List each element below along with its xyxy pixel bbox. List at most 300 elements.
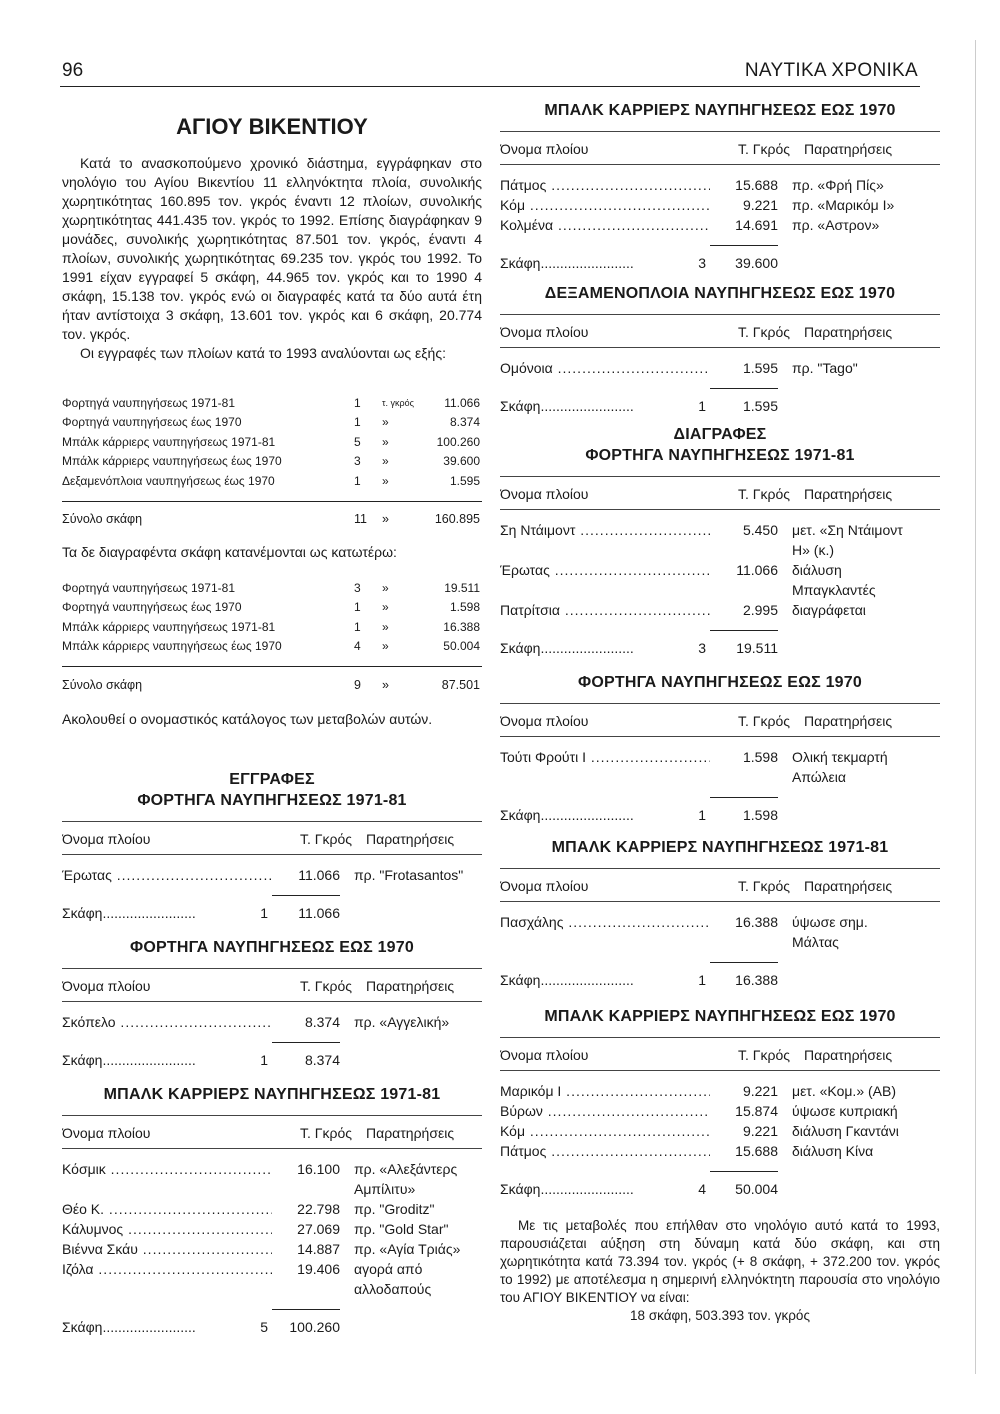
running-header: ΝΑΥΤΙΚΑ ΧΡΟΝΙΚΑ xyxy=(744,60,918,81)
empty-cell xyxy=(500,541,710,559)
summary-desc: Μπάλκ κάρριερς ναυπηγήσεως 1971-81 xyxy=(62,434,276,449)
remarks: αγορά από xyxy=(354,1260,423,1277)
remarks-continued: αλλοδαπούς xyxy=(354,1280,432,1297)
remarks: πρ. «Αλεξάντερς xyxy=(354,1160,458,1177)
summary-unit: » xyxy=(382,619,389,634)
section-title: ΜΠΑΛΚ ΚΑΡΡΙΕΡΣ ΝΑΥΠΗΓΗΣΕΩΣ 1971-81 xyxy=(551,839,889,856)
remarks: πρ. «Αγγελική» xyxy=(354,1013,450,1030)
summary-value: 16.388 xyxy=(443,619,480,634)
gross-tonnage: 16.100 xyxy=(297,1160,340,1177)
summary-count: 4 xyxy=(354,639,361,654)
summary-desc: Φορτηγά ναυπηγήσεως 1971-81 xyxy=(62,395,235,410)
summary-row xyxy=(62,598,482,618)
column-name-header: Όνομα πλοίου xyxy=(62,1124,151,1141)
total-label-cell xyxy=(500,971,710,989)
summary-count: 1 xyxy=(354,395,361,410)
empty-cell xyxy=(500,768,710,786)
ship-name-cell xyxy=(62,866,272,884)
remarks: ύψωσε σημ. xyxy=(792,914,868,930)
column-gross-header: Τ. Γκρός xyxy=(299,977,352,994)
remarks: Ολική τεκμαρτή xyxy=(792,749,888,765)
total-dots: ........................ xyxy=(540,255,634,271)
summary-row xyxy=(62,471,482,491)
summary-total-label: Σύνολο σκάφη xyxy=(62,677,143,692)
total-rule xyxy=(710,797,778,798)
total-gross: 39.600 xyxy=(735,255,778,271)
column-remarks-header: Παρατηρήσεις xyxy=(804,141,893,157)
total-row xyxy=(500,638,940,658)
total-count: 5 xyxy=(260,1318,268,1335)
deletions-intro: Τα δε διαγραφέντα σκάφη κατανέμονται ως κατωτέρω: xyxy=(62,544,397,560)
conclusion-total: 18 σκάφη, 503.393 τον. γκρός xyxy=(630,1308,810,1323)
follow-text: Ακολουθεί ο ονομαστικός κατάλογος των μεταβολών αυτών. xyxy=(62,710,433,727)
gross-tonnage: 9.221 xyxy=(742,197,778,213)
total-row xyxy=(62,1050,482,1070)
remarks: πρ. "Gold Star" xyxy=(354,1220,449,1237)
column-remarks-header: Παρατηρήσεις xyxy=(804,713,893,729)
remarks: πρ. «Αστρον» xyxy=(792,217,880,233)
header-rule xyxy=(60,86,920,87)
section-title: ΦΟΡΤΗΓΑ ΝΑΥΠΗΓΗΣΕΩΣ 1971-81 xyxy=(585,447,855,464)
total-count: 1 xyxy=(260,904,268,921)
page-number: 96 xyxy=(62,60,84,81)
summary-count: 1 xyxy=(354,600,361,615)
column-gross-header: Τ. Γκρός xyxy=(737,713,790,729)
total-row-wrap xyxy=(500,797,940,825)
total-label: Σκάφη xyxy=(500,807,541,823)
total-gross: 16.388 xyxy=(735,972,778,988)
gross-tonnage: 11.066 xyxy=(298,866,340,883)
section-title: ΦΟΡΤΗΓΑ ΝΑΥΠΗΓΗΣΕΩΣ ΕΩΣ 1970 xyxy=(578,674,862,691)
ship-name-cell xyxy=(500,748,710,766)
ship-name: Κολμένα ..... xyxy=(500,217,710,233)
total-count: 1 xyxy=(698,807,706,823)
total-count: 1 xyxy=(260,1051,268,1068)
total-label: Σκάφη xyxy=(500,972,541,988)
table-header xyxy=(62,1115,482,1149)
ship-name: Ιζόλα ..... xyxy=(62,1261,272,1277)
total-rule xyxy=(272,895,340,896)
table-header xyxy=(62,968,482,1002)
intro-paragraph: Κατά το ανασκοπούμενο χρονικό διάστημα, εγγράφηκαν στο νηολόγιο του Αγίου Βικεντίου 11 ελληνόκτητα πλοία, συνολικής χωρητικότητας 160.895 τον. γκρός έναντι 12 πλοίων, συνολικής χωρητικότητας 441.435 τον. γκρός το 1992. Επίσης διαγράφηκαν 9 μονάδες, συνολικής χωρητικότητας 87.501 τον. γκρός, έναντι 4 πλοίων, συνολικής χωρητικότητας 69.235 τον. γκρός του 1992. Το 1991 είχαν εγγραφεί 5 σκάφη, 44.965 τον. γκρός και το 1990 4 σκάφη, 15.138 τον. γκρός ενώ οι διαγραφές κατά τα δύο αυτά έτη ήταν αντίστοιχα 3 σκάφη, 13.601 τον. γκρός και 6 σκάφη, 20.774 τον. γκρός. xyxy=(62,155,482,342)
summary-value: 39.600 xyxy=(443,454,480,469)
column-remarks-header: Παρατηρήσεις xyxy=(804,878,893,894)
total-rule xyxy=(710,630,778,631)
table-body xyxy=(500,737,940,787)
ship-name-cell xyxy=(500,1142,710,1160)
total-row-wrap xyxy=(500,388,940,416)
ship-name-cell xyxy=(62,1240,272,1258)
gross-tonnage: 1.598 xyxy=(742,749,778,765)
summary-total-row xyxy=(62,675,482,695)
total-label: Σκάφη xyxy=(62,1051,103,1068)
table-body xyxy=(62,1149,482,1299)
summary-total-unit: » xyxy=(382,677,389,692)
ship-name: Ομόνοια ..... xyxy=(500,360,710,376)
remarks: πρ. "Tago" xyxy=(792,360,858,376)
remarks: διαγράφεται xyxy=(792,602,866,618)
summary-count: 1 xyxy=(354,473,361,488)
summary-count: 3 xyxy=(354,454,361,469)
table-row xyxy=(62,1199,482,1219)
summary-rule xyxy=(62,501,482,502)
remarks: πρ. «Φρή Πίς» xyxy=(792,177,884,193)
summary-value: 1.598 xyxy=(449,600,480,615)
ship-name: Μαρικόμ Ι ..... xyxy=(500,1083,710,1099)
gross-tonnage: 5.450 xyxy=(742,522,778,538)
total-gross: 1.595 xyxy=(742,398,778,414)
total-label-cell xyxy=(62,1051,272,1069)
gross-tonnage: 14.887 xyxy=(297,1240,340,1257)
total-gross: 8.374 xyxy=(304,1051,340,1068)
ship-section xyxy=(500,100,940,273)
summary-unit: » xyxy=(382,639,389,654)
total-dots: ........................ xyxy=(540,807,634,823)
table-header xyxy=(500,1037,940,1071)
total-gross: 100.260 xyxy=(289,1318,340,1335)
column-remarks-header: Παρατηρήσεις xyxy=(366,977,455,994)
summary-desc: Μπάλκ κάρριερς ναυπηγήσεως 1971-81 xyxy=(62,619,276,634)
section-title: ΜΠΑΛΚ ΚΑΡΡΙΕΡΣ ΝΑΥΠΗΓΗΣΕΩΣ ΕΩΣ 1970 xyxy=(544,1008,896,1025)
table-row xyxy=(500,747,940,767)
ship-name-cell xyxy=(500,601,710,619)
ship-name: Σκόπελο ..... xyxy=(62,1014,272,1030)
summary-value: 11.066 xyxy=(444,395,480,410)
summary-unit: » xyxy=(382,473,389,488)
total-row xyxy=(500,805,940,825)
total-dots: ........................ xyxy=(102,1051,196,1068)
ship-name: Έρωτας ..... xyxy=(500,562,710,578)
deletions-summary xyxy=(62,578,482,656)
total-label-cell xyxy=(500,806,710,824)
empty-cell xyxy=(710,541,778,559)
column-remarks-header: Παρατηρήσεις xyxy=(366,830,455,847)
column-name-header: Όνομα πλοίου xyxy=(500,141,589,157)
total-row-wrap xyxy=(500,962,940,990)
column-name-header: Όνομα πλοίου xyxy=(500,713,589,729)
summary-unit: » xyxy=(382,580,389,595)
ship-name: Κάλυμνος ..... xyxy=(62,1221,272,1237)
summary-row xyxy=(62,617,482,637)
ship-name: Πατρίτσια ..... xyxy=(500,602,710,618)
ship-name-cell xyxy=(500,216,710,234)
deletions-total xyxy=(62,675,482,695)
ship-name-cell xyxy=(500,1122,710,1140)
table-row-continuation xyxy=(500,932,940,952)
gross-tonnage: 9.221 xyxy=(742,1123,778,1139)
column-remarks-header: Παρατηρήσεις xyxy=(804,324,893,340)
column-gross-header: Τ. Γκρός xyxy=(299,830,352,847)
ship-name-cell xyxy=(62,1013,272,1031)
summary-row xyxy=(62,413,482,433)
gross-tonnage: 16.388 xyxy=(735,914,778,930)
table-body xyxy=(500,165,940,235)
total-rule xyxy=(710,962,778,963)
ship-section xyxy=(62,1084,482,1337)
summary-desc: Μπάλκ κάρριερς ναυπηγήσεως έως 1970 xyxy=(62,639,282,654)
ship-name: Έρωτας ..... xyxy=(62,867,272,883)
ship-name-cell xyxy=(62,1220,272,1238)
table-row xyxy=(500,1121,940,1141)
remarks-continued: Απώλεια xyxy=(792,769,846,785)
summary-value: 1.595 xyxy=(449,473,480,488)
summary-count: 1 xyxy=(354,415,361,430)
column-remarks-header: Παρατηρήσεις xyxy=(804,486,893,502)
total-label-cell xyxy=(500,397,710,415)
table-row xyxy=(500,1141,940,1161)
total-row xyxy=(62,1317,482,1337)
ship-name-cell xyxy=(500,913,710,931)
table-body xyxy=(62,855,482,885)
table-header xyxy=(500,868,940,902)
ship-name-cell xyxy=(62,1200,272,1218)
section-title: ΦΟΡΤΗΓΑ ΝΑΥΠΗΓΗΣΕΩΣ 1971-81 xyxy=(137,791,407,809)
column-remarks-header: Παρατηρήσεις xyxy=(804,1047,893,1063)
summary-total-value: 87.501 xyxy=(441,677,480,692)
remarks-continued: Μάλτας xyxy=(792,934,839,950)
gross-tonnage: 15.688 xyxy=(735,1143,778,1159)
gross-tonnage: 19.406 xyxy=(297,1260,340,1277)
ship-name: Θέο Κ. ..... xyxy=(62,1201,272,1217)
empty-cell xyxy=(62,1280,272,1298)
table-row xyxy=(500,1101,940,1121)
ship-name: Πάτμος ..... xyxy=(500,1143,710,1159)
empty-cell xyxy=(272,1180,340,1198)
total-rule xyxy=(272,1309,340,1310)
ship-section xyxy=(500,837,940,990)
table-row xyxy=(500,175,940,195)
summary-unit: » xyxy=(382,600,389,615)
total-gross: 50.004 xyxy=(735,1181,778,1197)
summary-row xyxy=(62,452,482,472)
total-count: 1 xyxy=(698,972,706,988)
ship-name: Πασχάλης ..... xyxy=(500,914,710,930)
table-row xyxy=(62,1259,482,1279)
left-column xyxy=(62,96,482,1337)
total-count: 3 xyxy=(698,255,706,271)
total-dots: ........................ xyxy=(540,640,634,656)
total-row-wrap xyxy=(500,245,940,273)
ship-section xyxy=(500,1006,940,1199)
summary-total-unit: » xyxy=(382,512,389,527)
left-ship-tables xyxy=(62,769,482,1337)
table-row-continuation xyxy=(500,580,940,600)
summary-desc: Φορτηγά ναυπηγήσεως 1971-81 xyxy=(62,580,235,595)
ship-name-cell xyxy=(500,521,710,539)
summary-row xyxy=(62,578,482,598)
remarks-continued: Η» (κ.) xyxy=(792,542,834,558)
total-label-cell xyxy=(500,1180,710,1198)
empty-cell xyxy=(500,933,710,951)
summary-unit: » xyxy=(382,454,389,469)
table-body xyxy=(500,348,940,378)
total-count: 3 xyxy=(698,640,706,656)
gross-tonnage: 15.688 xyxy=(735,177,778,193)
column-remarks-header: Παρατηρήσεις xyxy=(366,1124,455,1141)
table-row xyxy=(500,560,940,580)
table-row-continuation xyxy=(500,540,940,560)
table-row-continuation xyxy=(62,1179,482,1199)
total-row xyxy=(500,970,940,990)
summary-desc: Μπάλκ κάρριερς ναυπηγήσεως έως 1970 xyxy=(62,454,282,469)
summary-count: 5 xyxy=(354,434,361,449)
total-row xyxy=(500,253,940,273)
gross-tonnage: 14.691 xyxy=(735,217,778,233)
total-dots: ........................ xyxy=(102,1318,196,1335)
column-gross-header: Τ. Γκρός xyxy=(737,1047,790,1063)
column-gross-header: Τ. Γκρός xyxy=(737,486,790,502)
gross-tonnage: 2.995 xyxy=(742,602,778,618)
remarks-continued: Αμπίλιτυ» xyxy=(354,1180,416,1197)
column-name-header: Όνομα πλοίου xyxy=(500,486,589,502)
ship-name-cell xyxy=(62,1160,272,1178)
total-label: Σκάφη xyxy=(500,255,541,271)
empty-cell xyxy=(710,768,778,786)
gross-tonnage: 22.798 xyxy=(297,1200,340,1217)
summary-desc: Δεξαμενόπλοια ναυπηγήσεως έως 1970 xyxy=(62,473,275,488)
gross-tonnage: 9.221 xyxy=(742,1083,778,1099)
column-name-header: Όνομα πλοίου xyxy=(62,977,151,994)
intro-paragraph-2: Οι εγγραφές των πλοίων κατά το 1993 αναλύονται ως εξής: xyxy=(80,345,446,361)
table-row xyxy=(500,1081,940,1101)
section-title: ΦΟΡΤΗΓΑ ΝΑΥΠΗΓΗΣΕΩΣ ΕΩΣ 1970 xyxy=(130,938,414,956)
total-row xyxy=(500,1179,940,1199)
ship-name: Βύρων ..... xyxy=(500,1103,710,1119)
column-gross-header: Τ. Γκρός xyxy=(737,141,790,157)
empty-cell xyxy=(62,1180,272,1198)
table-row xyxy=(62,1239,482,1259)
total-label-cell xyxy=(62,1318,272,1336)
total-label: Σκάφη xyxy=(500,398,541,414)
ship-name: Ση Ντάιμοντ ..... xyxy=(500,522,710,538)
total-label: Σκάφη xyxy=(62,904,103,921)
registrations-total xyxy=(62,510,482,530)
table-header xyxy=(500,131,940,165)
table-row xyxy=(500,358,940,378)
table-header xyxy=(500,703,940,737)
summary-rule xyxy=(62,666,482,667)
summary-total-label: Σύνολο σκάφη xyxy=(62,512,143,527)
summary-count: 1 xyxy=(354,619,361,634)
summary-value: 19.511 xyxy=(444,580,480,595)
total-row-wrap xyxy=(62,895,482,923)
total-row-wrap xyxy=(62,1309,482,1337)
total-dots: ........................ xyxy=(540,398,634,414)
remarks: πρ. «Μαρικόμ Ι» xyxy=(792,197,895,213)
total-rule xyxy=(710,1171,778,1172)
total-gross: 1.598 xyxy=(742,807,778,823)
summary-value: 100.260 xyxy=(436,434,480,449)
gross-tonnage: 8.374 xyxy=(304,1013,340,1030)
ship-name-cell xyxy=(62,1260,272,1278)
gross-tonnage: 11.066 xyxy=(736,562,778,578)
ship-name: Βιέννα Σκάυ ..... xyxy=(62,1241,272,1257)
summary-unit: » xyxy=(382,434,389,449)
gross-tonnage: 27.069 xyxy=(297,1220,340,1237)
total-rule xyxy=(710,245,778,246)
summary-row xyxy=(62,432,482,452)
remarks: διάλυση xyxy=(792,562,842,578)
summary-count: 3 xyxy=(354,580,361,595)
ship-name: Κόμ ..... xyxy=(500,1123,710,1139)
column-gross-header: Τ. Γκρός xyxy=(737,878,790,894)
table-row-continuation xyxy=(62,1279,482,1299)
column-name-header: Όνομα πλοίου xyxy=(62,830,151,847)
table-body xyxy=(62,1002,482,1032)
empty-cell xyxy=(710,581,778,599)
total-gross: 19.511 xyxy=(736,640,778,656)
remarks: πρ. «Αγία Τριάς» xyxy=(354,1240,461,1257)
total-count: 4 xyxy=(698,1181,706,1197)
right-column xyxy=(500,96,940,1323)
section-title: ΜΠΑΛΚ ΚΑΡΡΙΕΡΣ ΝΑΥΠΗΓΗΣΕΩΣ 1971-81 xyxy=(103,1085,441,1103)
total-row-wrap xyxy=(500,1171,940,1199)
table-body xyxy=(500,510,940,620)
ship-name: Κόμ ..... xyxy=(500,197,710,213)
total-label: Σκάφη xyxy=(62,1318,103,1335)
total-row-wrap xyxy=(62,1042,482,1070)
ship-name-cell xyxy=(500,561,710,579)
empty-cell xyxy=(272,1280,340,1298)
summary-row xyxy=(62,637,482,657)
column-name-header: Όνομα πλοίου xyxy=(500,1047,589,1063)
total-gross: 11.066 xyxy=(298,904,340,921)
total-dots: ........................ xyxy=(540,972,634,988)
conclusion-paragraph: Με τις μεταβολές που επήλθαν στο νηολόγιο αυτό κατά το 1993, παρουσιάζεται αύξηση στη δύναμη κατά δύο σκάφη, και στη χωρητικότητα κατά 73.394 τον. γκρός (+ 8 σκάφη, + 372.200 τον. γκρός το 1992) με αποτέλεσμα η σημερινή ελληνόκτητη παρουσία στο νηολόγιο του ΑΓΙΟΥ ΒΙΚΕΝΤΙΟΥ να είναι: xyxy=(500,1218,940,1305)
remarks: πρ. "Frotasantos" xyxy=(354,866,464,883)
ship-name-cell xyxy=(500,359,710,377)
section-title: ΔΕΞΑΜΕΝΟΠΛΟΙΑ ΝΑΥΠΗΓΗΣΕΩΣ ΕΩΣ 1970 xyxy=(544,285,896,302)
total-label: Σκάφη xyxy=(500,1181,541,1197)
table-row xyxy=(500,912,940,932)
remarks: μετ. «Ση Ντάιμοντ xyxy=(792,522,903,538)
ship-section xyxy=(500,424,940,658)
table-body xyxy=(500,902,940,952)
table-header xyxy=(500,314,940,348)
column-gross-header: Τ. Γκρός xyxy=(299,1124,352,1141)
summary-desc: Φορτηγά ναυπηγήσεως έως 1970 xyxy=(62,415,242,430)
summary-value: 8.374 xyxy=(449,415,480,430)
table-body xyxy=(500,1071,940,1161)
table-row xyxy=(500,195,940,215)
ship-section xyxy=(500,672,940,825)
summary-value: 50.004 xyxy=(443,639,480,654)
column-name-header: Όνομα πλοίου xyxy=(500,878,589,894)
gross-tonnage: 1.595 xyxy=(742,360,778,376)
total-rule xyxy=(710,388,778,389)
ship-name-cell xyxy=(500,196,710,214)
table-row xyxy=(500,600,940,620)
total-count: 1 xyxy=(698,398,706,414)
registrations-summary xyxy=(62,393,482,491)
total-label-cell xyxy=(62,904,272,922)
right-ship-tables xyxy=(500,100,940,1199)
page-edge-line xyxy=(975,40,976,1374)
summary-total-value: 160.895 xyxy=(434,512,480,527)
section-title-category: ΕΓΓΡΑΦΕΣ xyxy=(229,770,315,788)
remarks: μετ. «Κομ.» (ΑΒ) xyxy=(792,1083,896,1099)
remarks: ύψωσε κυπριακή xyxy=(792,1103,898,1119)
summary-row xyxy=(62,393,482,413)
total-row-wrap xyxy=(500,630,940,658)
summary-desc: Φορτηγά ναυπηγήσεως έως 1970 xyxy=(62,600,242,615)
empty-cell xyxy=(500,581,710,599)
summary-total-count: 11 xyxy=(354,512,367,527)
table-row-continuation xyxy=(500,767,940,787)
remarks: πρ. "Groditz" xyxy=(354,1200,435,1217)
remarks-continued: Μπαγκλαντές xyxy=(792,582,876,598)
column-name-header: Όνομα πλοίου xyxy=(500,324,589,340)
